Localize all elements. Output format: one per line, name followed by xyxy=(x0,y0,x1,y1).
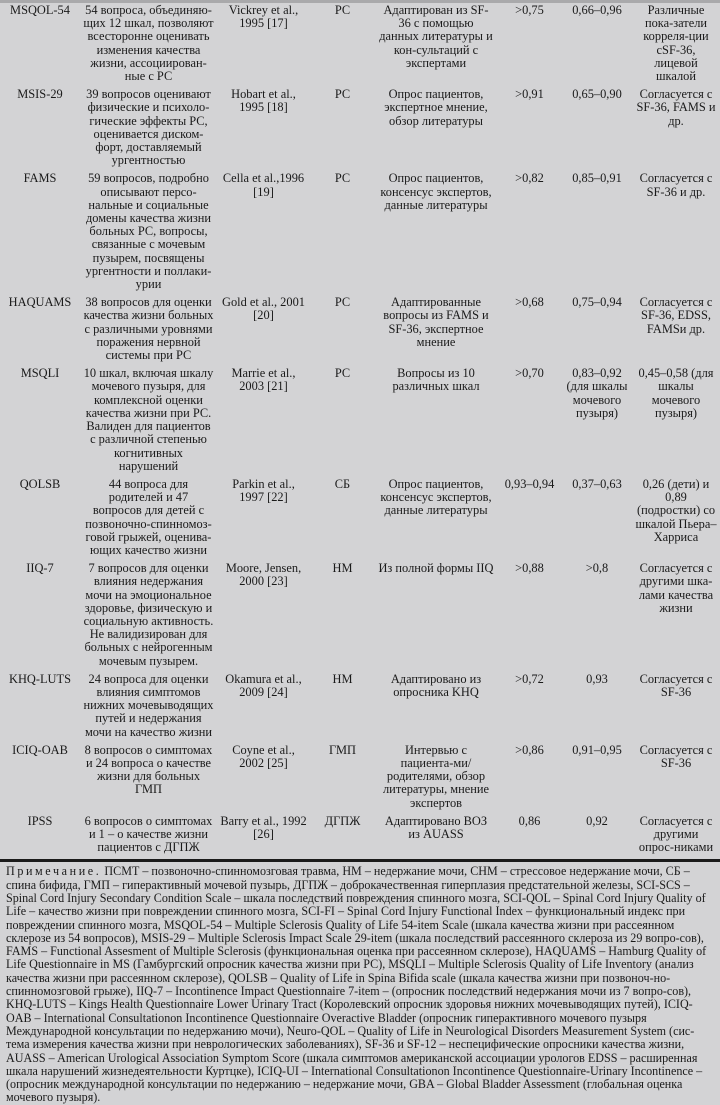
cell-instrument-name: KHQ-LUTS xyxy=(9,671,71,686)
table-footnote xyxy=(0,862,720,1104)
table-row xyxy=(0,561,720,672)
cell-reliability: 0,85–0,91 xyxy=(572,171,622,186)
cell-description: 6 вопросов о симптомах и 1 – о качестве жизни пациентов с ДГПЖ xyxy=(84,813,213,855)
cell-reliability: 0,75–0,94 xyxy=(572,295,622,310)
cell-internal-consistency: >0,68 xyxy=(515,295,544,310)
cell-validity: Согласуется с SF-36, EDSS, FAMSи др. xyxy=(639,295,713,336)
cell-reliability: 0,91–0,95 xyxy=(572,742,622,757)
table-row xyxy=(0,366,720,477)
cell-validity: Согласуется с другими шка-лами качества жизни xyxy=(638,561,714,615)
cell-validity: Согласуется с SF-36 и др. xyxy=(639,171,713,199)
cell-validity: Различные пока-затели корреля-ции сSF-36, лицевой шкалой xyxy=(643,3,709,84)
cell-development: Интервью с пациента-ми/родителями, обзор литературы, мнение экспертов xyxy=(383,742,489,810)
footnote-label: Примечание. xyxy=(6,864,102,879)
cell-disease: ГМП xyxy=(329,742,356,757)
cell-development: Из полной формы IIQ xyxy=(378,561,494,576)
table-row xyxy=(0,295,720,366)
cell-authors: Okamura et al., 2009 [24] xyxy=(225,671,302,699)
cell-authors: Gold et al., 2001 [20] xyxy=(222,295,305,323)
table-row xyxy=(0,743,720,814)
table-row xyxy=(0,3,720,87)
cell-disease: РС xyxy=(334,87,351,102)
cell-instrument-name: IPSS xyxy=(27,813,53,828)
cell-description: 38 вопросов для оценки качества жизни больных с различными уровнями поражения нервной системы при РС xyxy=(83,295,214,363)
footnote-text: ПСМТ – позвоночно-спинномозговая травма, НМ – недержание мочи, СНМ – стрессовое недержание мочи, СБ – спина бифида, ГМП – гиперактивный мочевой пузырь, ДГПЖ – доброкачественная гиперплазия предстательной железы, SCI-SCS – Spinal Cord Injury Secondary Condition Scale – шкала последствий повреждения спинного мозга, SCI-QOL – Spinal Cord Injury Quality of Life – качество жизни при повреждении спинного мозга, SCI-FI – Spinal Cord Injury Functional Index – функциональный индекс при повреждении спинного мозга, MSQOL-54 – Multiple Sclerosis Quality of Life 54-item Scale (шкала качества жизни при рассеянном склерозе из 54 вопросов), MSIS-29 – Multiple Sclerosis Impact Scale 29-item (шкала последствий рассеянного склероза из 29 вопро-сов), FAMS – Functional Assesment of Multiple Sclerosis (функциональная оценка при рассеянном склерозе), HAQUAMS – Hamburg Quality of Life Questionnaire in MS (Гамбургский опросник качества жизни при РС), MSQLI – Multiple Sclerosis Quality of Life Inventory (анализ качества жизни при рассеянном склерозе), QOLSB – Quality of Life in Spina Bifida scale (шкала качества жизни при позвоноч-но-спинномозговой грыже), IIQ-7 – Incontinence Impact Questionnaire 7-item – (опросник последствий недержания мочи из 7 вопро-сов), KHQ-LUTS – Kings Health Questionnaire Lower Urinary Tract (Королевский опросник здоровья нижних мочевыводящих путей), ICIQ-OAB – International Consultationon Incontinence Questionnaire Overactive Bladder (опросник гиперактивного мочевого пузыря Международной консультации по недержанию мочи), Neuro-QOL – Quality of Life in Neurological Disorders Measurement System (сис-тема измерения качества жизни при неврологических заболеваниях), SF-36 и SF-12 – неспецифические опросники качества жизни, AUASS – American Urological Association Symptom Score (шкала симптомов американской ассоциации урологов EDSS – расширенная шкала нарушений жизнедеятельности Куртцке), ICIQ-UI – International Consultationon Incontinence Questionnaire-Urinary Incontinence – (опросник международной консультации по недержанию – недержание мочи, GBA – Global Bladder Assessment (глобальная оценка мочевого пузыря). xyxy=(6,864,707,1105)
cell-instrument-name: FAMS xyxy=(23,171,57,186)
cell-validity: 0,45–0,58 (для шкалы мочевого пузыря) xyxy=(638,366,714,420)
cell-reliability: 0,83–0,92 (для шкалы мочевого пузыря) xyxy=(566,366,628,420)
cell-instrument-name: ICIQ-OAB xyxy=(12,742,68,757)
cell-reliability: 0,92 xyxy=(586,813,608,828)
cell-internal-consistency: >0,70 xyxy=(515,366,544,381)
cell-description: 10 шкал, включая шкалу мочевого пузыря, для комплексной оценки качества жизни при РС. Валиден для пациентов с различной степенью когнитивных нарушений xyxy=(83,366,214,473)
cell-disease: НМ xyxy=(332,561,353,576)
cell-disease: РС xyxy=(334,295,351,310)
cell-validity: Согласуется с SF-36 xyxy=(639,742,713,770)
cell-instrument-name: MSQOL-54 xyxy=(10,3,70,17)
table-row xyxy=(0,814,720,859)
cell-reliability: 0,66–0,96 xyxy=(572,3,622,17)
cell-disease: ДГПЖ xyxy=(324,813,361,828)
questionnaire-table xyxy=(0,3,720,858)
cell-validity: Согласуется с SF-36 xyxy=(639,671,713,699)
cell-authors: Hobart et al., 1995 [18] xyxy=(231,87,296,115)
cell-description: 59 вопросов, подробно описывают персо-нальные и социальные домены качества жизни больных РС, вопросы, связанные с мочевым пузырем, посвящены ургентности и поллаки-урии xyxy=(85,171,212,292)
cell-disease: СБ xyxy=(334,476,351,491)
cell-internal-consistency: 0,93–0,94 xyxy=(504,476,555,491)
cell-validity: Согласуется с другими опрос-никами xyxy=(638,813,714,855)
cell-description: 54 вопроса, объединяю-щих 12 шкал, позволяют всесторонне оценивать изменения качества жизни, ассоциирован-ные с РС xyxy=(83,3,214,84)
cell-description: 7 вопросов для оценки влияния недержания мочи на эмоциональное здоровье, физическую и социальную активность. Не валидизирован для больных с нейрогенным мочевым пузырем. xyxy=(83,561,214,668)
cell-reliability: 0,93 xyxy=(586,671,608,686)
cell-authors: Marrie et al., 2003 [21] xyxy=(231,366,296,394)
cell-development: Адаптированные вопросы из FAMS и SF-36, экспертное мнение xyxy=(383,295,489,349)
cell-authors: Cella et al.,1996 [19] xyxy=(222,171,305,199)
cell-development: Адаптировано из опросника KHQ xyxy=(390,671,482,699)
cell-description: 8 вопросов о симптомах и 24 вопроса о качестве жизни для больных ГМП xyxy=(84,742,213,797)
cell-disease: НМ xyxy=(332,671,353,686)
cell-development: Опрос пациентов, консенсус экспертов, данные литературы xyxy=(380,476,492,518)
cell-disease: РС xyxy=(334,366,351,381)
cell-internal-consistency: >0,88 xyxy=(515,561,544,576)
table-row xyxy=(0,87,720,171)
cell-instrument-name: MSQLI xyxy=(20,366,60,381)
cell-authors: Coyne et al., 2002 [25] xyxy=(232,742,295,770)
cell-reliability: >0,8 xyxy=(585,561,609,576)
cell-instrument-name: MSIS-29 xyxy=(17,87,63,102)
cell-internal-consistency: >0,86 xyxy=(515,742,544,757)
cell-internal-consistency: >0,82 xyxy=(515,171,544,186)
cell-instrument-name: QOLSB xyxy=(19,476,61,491)
cell-instrument-name: HAQUAMS xyxy=(8,295,72,310)
cell-description: 44 вопроса для родителей и 47 вопросов для детей с позвоночно-спинномоз-говой грыжей, оценива-ющих качество жизни xyxy=(85,476,212,557)
cell-development: Адаптировано ВОЗ из AUASS xyxy=(384,813,488,841)
cell-authors: Vickrey et al., 1995 [17] xyxy=(228,3,299,31)
table-row xyxy=(0,477,720,561)
cell-description: 24 вопроса для оценки влияния симптомов нижних мочевыводящих путей и недержания мочи на качество жизни xyxy=(83,671,214,739)
table-row xyxy=(0,171,720,295)
cell-internal-consistency: >0,91 xyxy=(515,87,544,102)
cell-disease: РС xyxy=(334,3,351,17)
cell-validity: 0,26 (дети) и 0,89 (подростки) со шкалой Пьера–Харриса xyxy=(635,476,717,544)
cell-internal-consistency: 0,86 xyxy=(518,813,541,828)
cell-description: 39 вопросов оценивают физические и психоло-гические эффекты РС, оценивается диском-форт, доставляемый ургентностью xyxy=(86,87,211,168)
cell-validity: Согласуется с SF-36, FAMS и др. xyxy=(636,87,716,128)
table-row xyxy=(0,672,720,743)
cell-development: Вопросы из 10 различных шкал xyxy=(392,366,480,394)
cell-authors: Barry et al., 1992 [26] xyxy=(220,813,307,841)
cell-authors: Parkin et al., 1997 [22] xyxy=(232,476,295,505)
cell-reliability: 0,37–0,63 xyxy=(572,476,622,491)
table-body xyxy=(0,3,720,858)
cell-development: Опрос пациентов, консенсус экспертов, данные литературы xyxy=(380,171,492,212)
cell-authors: Moore, Jensen, 2000 [23] xyxy=(225,561,302,589)
cell-disease: РС xyxy=(334,171,351,186)
cell-instrument-name: IIQ-7 xyxy=(26,561,54,576)
cell-internal-consistency: >0,72 xyxy=(515,671,544,686)
cell-development: Опрос пациентов, экспертное мнение, обзор литературы xyxy=(384,87,488,128)
cell-development: Адаптирован из SF-36 с помощью данных литературы и кон-сультаций с экспертами xyxy=(379,3,493,70)
cell-reliability: 0,65–0,90 xyxy=(572,87,622,102)
cell-internal-consistency: >0,75 xyxy=(515,3,544,17)
